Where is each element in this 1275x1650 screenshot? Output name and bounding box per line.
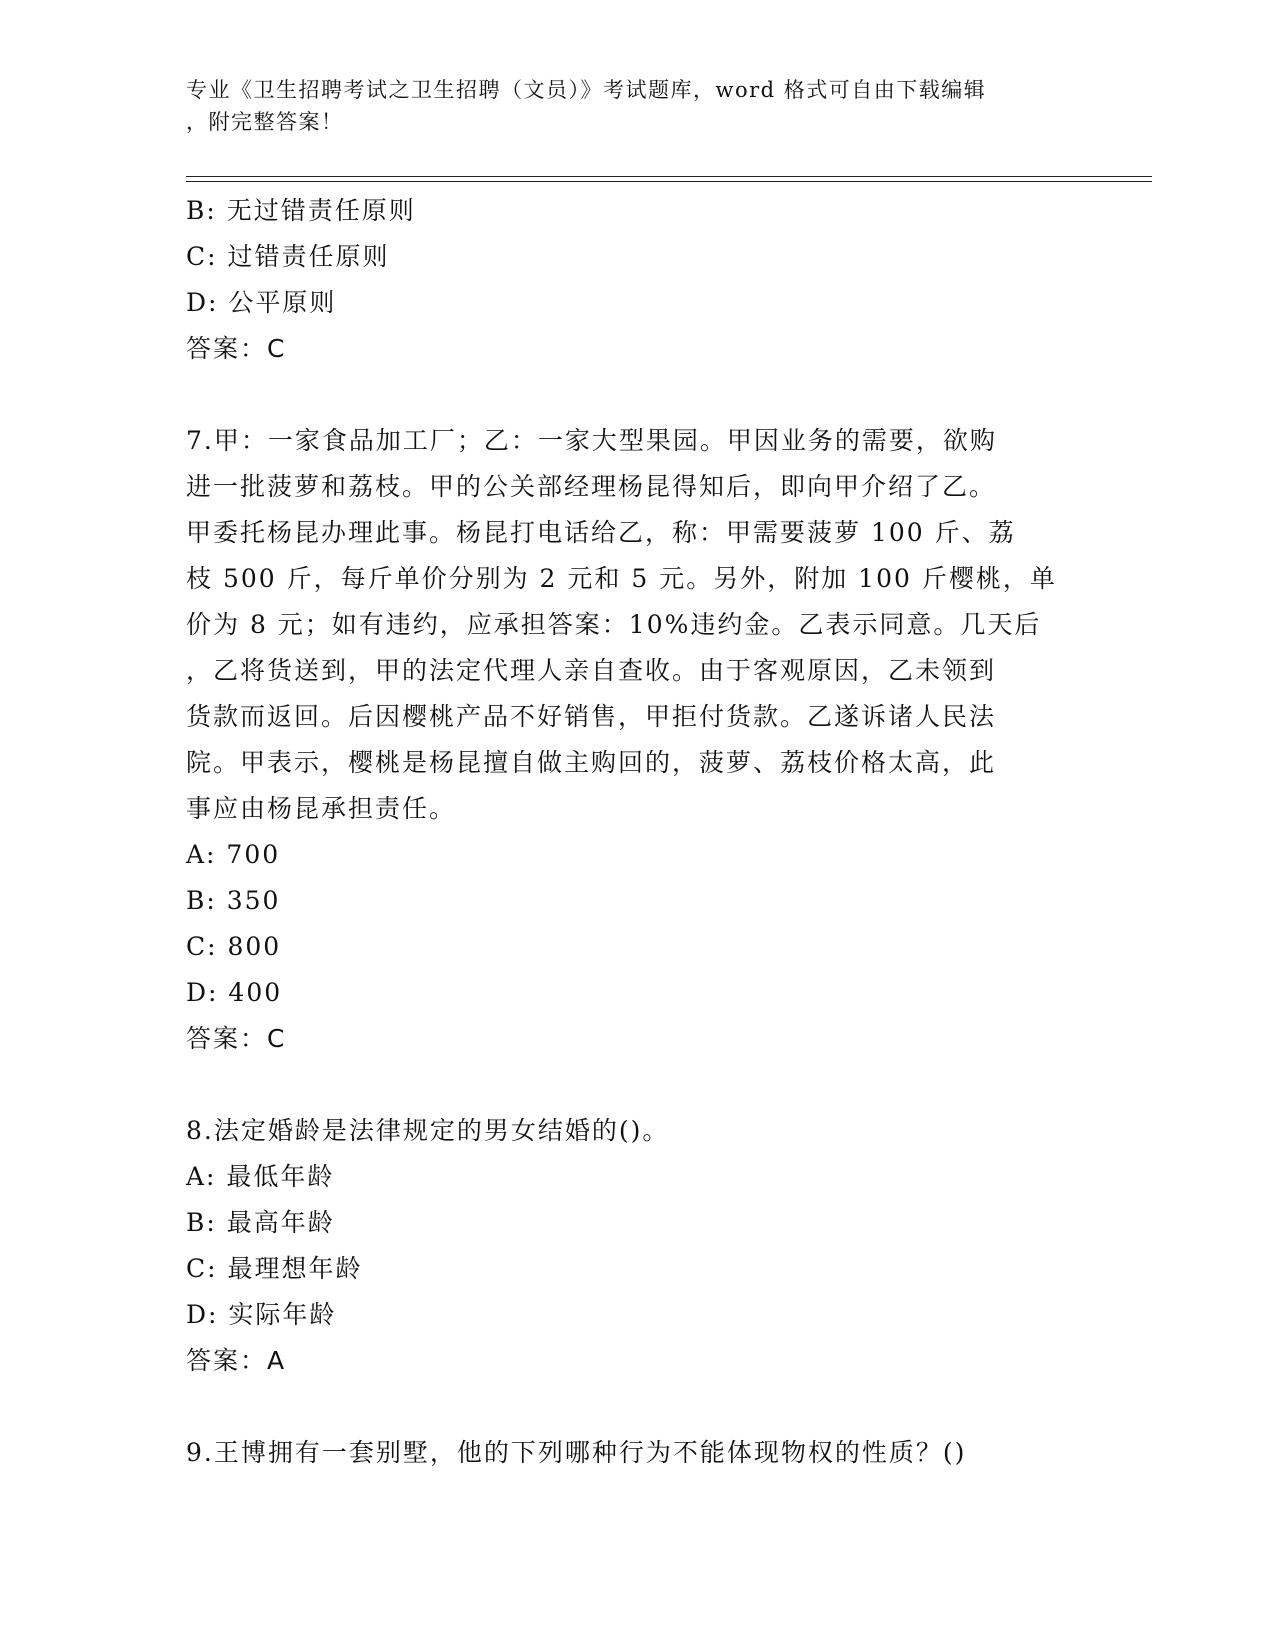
stem-line: 枝 500 斤，每斤单价分别为 2 元和 5 元。另外，附加 100 斤樱桃，单 xyxy=(186,564,1057,593)
option-b: B: 最高年龄 xyxy=(186,1208,335,1237)
question-content xyxy=(186,188,1086,1476)
question-8-stem: 8.法定婚龄是法律规定的男女结婚的()。 xyxy=(186,1116,670,1145)
stem-line: 7.甲：一家食品加工厂；乙：一家大型果园。甲因业务的需要，欲购 xyxy=(186,426,997,455)
option-d: D: 公平原则 xyxy=(186,288,337,317)
answer-line: 答案：C xyxy=(186,1024,287,1053)
option-a: A: 最低年龄 xyxy=(186,1162,335,1191)
stem-line: 甲委托杨昆办理此事。杨昆打电话给乙，称：甲需要菠萝 100 斤、荔 xyxy=(186,518,1016,547)
answer-line: 答案：A xyxy=(186,1346,287,1375)
header-line-2: ，附完整答案！ xyxy=(186,110,344,134)
header-divider-top xyxy=(186,176,1152,177)
stem-line: 货款而返回。后因樱桃产品不好销售，甲拒付货款。乙遂诉诸人民法 xyxy=(186,702,997,731)
option-c: C: 800 xyxy=(186,932,282,961)
option-d: D: 实际年龄 xyxy=(186,1300,337,1329)
stem-line: 事应由杨昆承担责任。 xyxy=(186,794,457,823)
option-d: D: 400 xyxy=(186,978,283,1007)
option-b: B: 无过错责任原则 xyxy=(186,196,416,225)
question-9-stem: 9.王博拥有一套别墅，他的下列哪种行为不能体现物权的性质？() xyxy=(186,1438,967,1467)
stem-line: 院。甲表示，樱桃是杨昆擅自做主购回的，菠萝、荔枝价格太高，此 xyxy=(186,748,997,777)
header-line-1: 专业《卫生招聘考试之卫生招聘（文员）》考试题库，word 格式可自由下载编辑 xyxy=(186,78,987,102)
stem-line: 进一批菠萝和荔枝。甲的公关部经理杨昆得知后，即向甲介绍了乙。 xyxy=(186,472,997,501)
option-a: A: 700 xyxy=(186,840,281,869)
answer-line: 答案：C xyxy=(186,334,287,363)
stem-line: ，乙将货送到，甲的法定代理人亲自查收。由于客观原因，乙未领到 xyxy=(186,656,997,685)
option-c: C: 最理想年龄 xyxy=(186,1254,363,1283)
stem-line: 价为 8 元；如有违约，应承担答案：10%违约金。乙表示同意。几天后 xyxy=(186,610,1042,639)
option-b: B: 350 xyxy=(186,886,281,915)
option-c: C: 过错责任原则 xyxy=(186,242,390,271)
header-divider-bottom xyxy=(186,181,1152,182)
document-header xyxy=(186,74,1066,138)
question-7-stem xyxy=(186,418,1086,832)
